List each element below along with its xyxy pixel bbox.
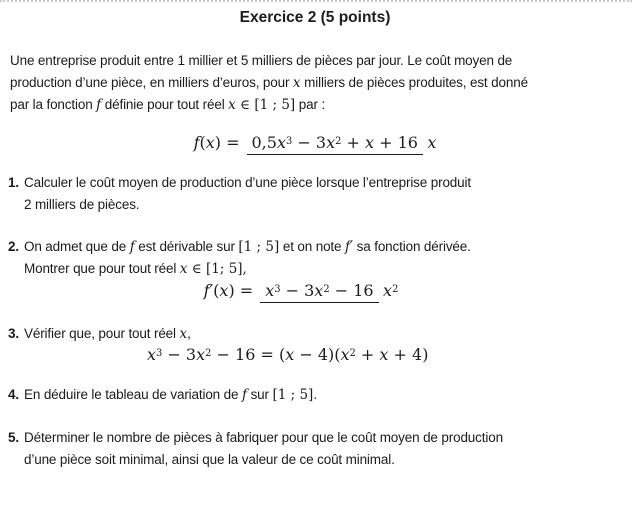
question-text bbox=[24, 172, 622, 216]
text-run: x bbox=[265, 281, 275, 301]
fraction-denominator bbox=[427, 133, 436, 152]
text-run: x bbox=[179, 261, 188, 278]
text-run: + 4) bbox=[388, 345, 429, 365]
question-1 bbox=[8, 172, 622, 216]
text-run: d’une pièce soit minimal, ainsi que la valeur de ce coût minimal. bbox=[24, 452, 395, 468]
text-run: x bbox=[314, 281, 324, 301]
text-run: − 16 = ( bbox=[211, 345, 286, 365]
text-run: 2 bbox=[349, 348, 356, 360]
text-run: x bbox=[326, 133, 336, 153]
text-run: − 3 bbox=[280, 281, 315, 301]
text-run: f bbox=[241, 387, 247, 404]
text-run: x bbox=[147, 345, 157, 365]
question-3 bbox=[8, 323, 622, 345]
factorization-equation bbox=[8, 343, 622, 367]
text-run: + bbox=[341, 133, 365, 153]
text-run: + bbox=[355, 345, 380, 365]
formula-f-of-x bbox=[8, 132, 622, 154]
question-text bbox=[24, 323, 622, 345]
text-run: x bbox=[379, 345, 389, 365]
text-run: Une entreprise produit entre 1 millier et 5 milliers de pièces par jour. Le coût moyen de bbox=[10, 53, 513, 68]
text-run: Déterminer le nombre de pièces à fabriquer pour que le coût moyen de production bbox=[24, 430, 503, 446]
text-run: par : bbox=[295, 97, 326, 112]
text-run: et on note bbox=[279, 239, 345, 255]
question-text bbox=[24, 427, 622, 471]
text-run: x bbox=[340, 345, 350, 365]
question-number: 2. bbox=[8, 239, 19, 255]
text-run: 3 bbox=[285, 136, 293, 147]
formula-f-prime-of-x bbox=[0, 280, 608, 302]
text-run: 3 bbox=[156, 348, 163, 360]
question-2 bbox=[8, 236, 622, 280]
text-run: production d’une pièce, en milliers d’euros, pour bbox=[10, 75, 293, 90]
question-number: 1. bbox=[8, 175, 19, 191]
text-run: x bbox=[219, 280, 229, 300]
text-run: On admet que de bbox=[24, 239, 130, 255]
text-run: x bbox=[196, 345, 206, 365]
fraction bbox=[260, 280, 398, 302]
text-run: f′ bbox=[203, 280, 214, 300]
fraction bbox=[247, 132, 437, 154]
text-run: − 3 bbox=[292, 133, 327, 153]
text-run: f bbox=[96, 97, 102, 113]
text-run: par la fonction bbox=[10, 97, 97, 112]
question-number: 4. bbox=[8, 387, 19, 403]
text-run: 0,5 bbox=[251, 133, 277, 153]
text-run: sa fonction dérivée. bbox=[353, 239, 471, 255]
fraction-numerator bbox=[260, 283, 378, 303]
text-run: + 16 bbox=[374, 133, 418, 153]
text-run: [1 ; 5] bbox=[272, 387, 314, 404]
intro-paragraph bbox=[10, 50, 622, 116]
text-run: f bbox=[129, 239, 135, 256]
text-run: , bbox=[187, 326, 191, 342]
text-run: x bbox=[179, 326, 188, 343]
text-run: ) = bbox=[228, 280, 254, 300]
text-run: ∈ [1; 5], bbox=[187, 261, 247, 278]
text-run: x bbox=[427, 133, 437, 153]
exercise-title: Exercice 2 (5 points) bbox=[239, 9, 391, 26]
fraction-denominator bbox=[383, 281, 398, 300]
text-run: 3 bbox=[274, 284, 281, 296]
text-run: ( bbox=[199, 132, 206, 152]
question-text bbox=[24, 236, 622, 280]
formula-lhs bbox=[204, 281, 254, 302]
text-run: − 16 bbox=[329, 281, 374, 301]
text-run: − 3 bbox=[162, 345, 197, 365]
question-4 bbox=[8, 384, 622, 406]
text-run: x bbox=[383, 281, 393, 301]
text-run: est dérivable sur bbox=[134, 239, 239, 255]
text-run: 2 bbox=[335, 136, 342, 147]
text-run: 2 bbox=[392, 284, 399, 296]
text-run: 2 milliers de pièces. bbox=[24, 197, 140, 213]
text-run: Montrer que pour tout réel bbox=[24, 261, 180, 277]
question-number: 5. bbox=[8, 430, 19, 446]
text-run: En déduire le tableau de variation de bbox=[24, 387, 242, 403]
text-run: f′ bbox=[345, 239, 354, 256]
text-run: sur bbox=[246, 387, 273, 403]
formula-lhs bbox=[194, 133, 240, 154]
text-run: définie pour tout réel bbox=[101, 97, 229, 112]
text-run: Vérifier que, pour tout réel bbox=[24, 326, 180, 342]
text-run: ( bbox=[213, 280, 220, 300]
text-run: [1 ; 5] bbox=[238, 239, 280, 256]
text-run: ∈ [1 ; 5] bbox=[235, 97, 296, 113]
text-run: 2 bbox=[205, 348, 212, 360]
text-run: x bbox=[364, 133, 375, 153]
text-run: . bbox=[313, 387, 317, 403]
question-5 bbox=[8, 427, 622, 471]
text-run: f bbox=[193, 132, 200, 152]
question-text bbox=[24, 384, 622, 406]
text-run: milliers de pièces produites, est donné bbox=[300, 75, 528, 90]
text-run: ) = bbox=[214, 132, 240, 152]
text-run: Calculer le coût moyen de production d’une pièce lorsque l’entreprise produit bbox=[24, 175, 471, 191]
text-run: − 4)( bbox=[294, 345, 341, 365]
question-number: 3. bbox=[8, 326, 19, 342]
text-run: 2 bbox=[323, 284, 330, 296]
text-run: x bbox=[205, 132, 215, 152]
fraction-numerator bbox=[247, 135, 423, 155]
text-run: x bbox=[285, 345, 295, 365]
text-run: x bbox=[292, 75, 301, 91]
text-run: x bbox=[276, 133, 286, 153]
text-run: x bbox=[228, 97, 236, 113]
